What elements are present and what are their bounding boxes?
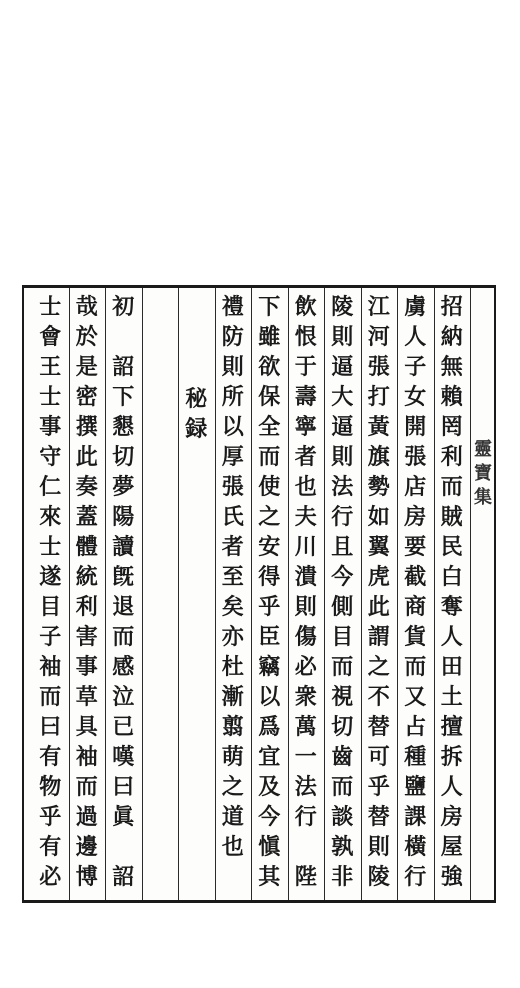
glyph: 不 (367, 684, 390, 710)
glyph: 於 (75, 324, 98, 350)
glyph: 安 (258, 534, 281, 560)
margin-label (473, 438, 493, 510)
glyph: 且 (331, 534, 354, 560)
glyph: 爲 (258, 714, 281, 740)
glyph: 河 (367, 324, 390, 350)
glyph: 而 (331, 654, 354, 680)
glyph: 保 (258, 384, 281, 410)
glyph: 體 (75, 534, 98, 560)
glyph: 子 (39, 624, 62, 650)
glyph: 衆 (294, 684, 317, 710)
glyph: 其 (258, 864, 281, 890)
glyph: 談 (331, 804, 354, 830)
glyph: 罔 (440, 414, 463, 440)
glyph: 退 (112, 594, 135, 620)
glyph: 詔 (112, 354, 135, 380)
glyph: 行 (331, 504, 354, 530)
glyph: 白 (440, 564, 463, 590)
glyph: 翦 (221, 714, 244, 740)
glyph: 全 (258, 414, 281, 440)
glyph: 法 (294, 774, 317, 800)
glyph: 可 (367, 744, 390, 770)
glyph: 橫 (404, 834, 427, 860)
glyph: 乎 (258, 594, 281, 620)
glyph: 則 (331, 324, 354, 350)
glyph: 江 (367, 294, 390, 320)
glyph: 貨 (404, 624, 427, 650)
glyph: 厚 (221, 444, 244, 470)
text-column (285, 294, 327, 894)
glyph: 子 (404, 354, 427, 380)
glyph: 今 (258, 804, 281, 830)
glyph: 也 (221, 834, 244, 860)
glyph: 禮 (221, 294, 244, 320)
glyph: 此 (367, 594, 390, 620)
glyph: 博 (75, 864, 98, 890)
text-column (66, 294, 108, 894)
glyph: 張 (221, 474, 244, 500)
glyph: 來 (39, 504, 62, 530)
glyph: 防 (221, 324, 244, 350)
glyph: 而 (404, 654, 427, 680)
glyph: 録 (185, 416, 208, 442)
glyph: 替 (367, 714, 390, 740)
glyph: 旣 (112, 564, 135, 590)
margin-glyph: 寶 (474, 463, 492, 484)
text-column (394, 294, 436, 894)
glyph: 人 (404, 324, 427, 350)
glyph: 萬 (294, 714, 317, 740)
glyph: 于 (294, 354, 317, 380)
glyph: 者 (221, 534, 244, 560)
glyph: 視 (331, 684, 354, 710)
glyph: 必 (294, 654, 317, 680)
glyph: 夢 (112, 474, 135, 500)
glyph: 目 (39, 594, 62, 620)
glyph: 眞 (112, 804, 135, 830)
glyph: 下 (258, 294, 281, 320)
glyph: 必 (39, 864, 62, 890)
glyph: 士 (39, 294, 62, 320)
glyph: 撰 (75, 414, 98, 440)
text-column (248, 294, 290, 894)
glyph: 賊 (440, 504, 463, 530)
glyph: 商 (404, 594, 427, 620)
glyph: 泣 (112, 684, 135, 710)
glyph: 女 (404, 384, 427, 410)
glyph: 利 (440, 444, 463, 470)
glyph: 張 (404, 444, 427, 470)
glyph: 目 (331, 624, 354, 650)
glyph: 下 (112, 384, 135, 410)
glyph: 側 (331, 594, 354, 620)
glyph: 此 (75, 444, 98, 470)
glyph: 物 (39, 774, 62, 800)
glyph: 截 (404, 564, 427, 590)
glyph: 奏 (75, 474, 98, 500)
glyph: 王 (39, 354, 62, 380)
glyph: 陽 (112, 504, 135, 530)
glyph: 事 (39, 414, 62, 440)
glyph: 要 (404, 534, 427, 560)
text-column (212, 294, 254, 864)
glyph: 陵 (367, 864, 390, 890)
glyph: 有 (39, 834, 62, 860)
column-rule (178, 288, 179, 900)
glyph: 乎 (39, 804, 62, 830)
glyph: 旗 (367, 444, 390, 470)
glyph: 川 (294, 534, 317, 560)
text-column (29, 294, 71, 894)
glyph: 勢 (367, 474, 390, 500)
glyph: 道 (221, 804, 244, 830)
glyph: 房 (404, 504, 427, 530)
glyph: 詔 (112, 864, 135, 890)
glyph: 陛 (294, 864, 317, 890)
text-column (102, 294, 144, 894)
glyph: 士 (39, 384, 62, 410)
margin-strip (470, 288, 494, 900)
glyph: 之 (367, 654, 390, 680)
glyph: 土 (440, 684, 463, 710)
glyph: 逼 (331, 414, 354, 440)
glyph: 飲 (294, 294, 317, 320)
glyph: 奪 (440, 594, 463, 620)
glyph: 懇 (112, 414, 135, 440)
glyph: 張 (367, 354, 390, 380)
glyph: 哉 (75, 294, 98, 320)
glyph: 翼 (367, 534, 390, 560)
glyph: 初 (112, 294, 135, 320)
glyph: 替 (367, 804, 390, 830)
glyph: 則 (221, 354, 244, 380)
glyph: 如 (367, 504, 390, 530)
glyph: 之 (221, 774, 244, 800)
glyph: 至 (221, 564, 244, 590)
glyph: 切 (331, 714, 354, 740)
glyph: 謂 (367, 624, 390, 650)
margin-glyph: 集 (474, 487, 492, 508)
glyph: 事 (75, 654, 98, 680)
glyph: 課 (404, 804, 427, 830)
glyph: 民 (440, 534, 463, 560)
glyph: 利 (75, 594, 98, 620)
glyph: 蓋 (75, 504, 98, 530)
glyph: 孰 (331, 834, 354, 860)
glyph: 田 (440, 654, 463, 680)
glyph: 士 (39, 534, 62, 560)
margin-glyph: 靈 (474, 439, 492, 460)
glyph: 一 (294, 744, 317, 770)
glyph: 虜 (404, 294, 427, 320)
glyph: 齒 (331, 744, 354, 770)
glyph: 占 (404, 714, 427, 740)
glyph: 行 (404, 864, 427, 890)
glyph: 今 (331, 564, 354, 590)
glyph: 過 (75, 804, 98, 830)
glyph: 虎 (367, 564, 390, 590)
glyph: 傷 (294, 624, 317, 650)
glyph: 曰 (39, 714, 62, 740)
glyph: 又 (404, 684, 427, 710)
glyph: 以 (258, 684, 281, 710)
text-column (321, 294, 363, 894)
glyph: 則 (367, 834, 390, 860)
glyph: 打 (367, 384, 390, 410)
glyph: 愼 (258, 834, 281, 860)
glyph: 讀 (112, 534, 135, 560)
glyph: 強 (440, 864, 463, 890)
text-column (431, 294, 473, 894)
glyph: 而 (39, 684, 62, 710)
glyph: 氏 (221, 504, 244, 530)
text-frame (22, 285, 496, 903)
glyph: 乎 (367, 774, 390, 800)
glyph: 壽 (294, 384, 317, 410)
glyph: 秘 (185, 386, 208, 412)
glyph: 則 (294, 594, 317, 620)
glyph: 而 (331, 774, 354, 800)
glyph: 大 (331, 384, 354, 410)
glyph: 感 (112, 654, 135, 680)
glyph: 賴 (440, 384, 463, 410)
glyph: 店 (404, 474, 427, 500)
glyph: 統 (75, 564, 98, 590)
glyph: 而 (112, 624, 135, 650)
glyph: 人 (440, 624, 463, 650)
glyph: 逼 (331, 354, 354, 380)
glyph: 具 (75, 714, 98, 740)
text-column (175, 386, 217, 446)
glyph: 種 (404, 744, 427, 770)
glyph: 守 (39, 444, 62, 470)
glyph: 所 (221, 384, 244, 410)
glyph: 袖 (75, 744, 98, 770)
glyph: 招 (440, 294, 463, 320)
glyph: 欲 (258, 354, 281, 380)
glyph: 者 (294, 444, 317, 470)
glyph: 矣 (221, 594, 244, 620)
glyph: 臣 (258, 624, 281, 650)
glyph: 人 (440, 774, 463, 800)
glyph: 則 (331, 444, 354, 470)
glyph: 屋 (440, 834, 463, 860)
glyph: 害 (75, 624, 98, 650)
glyph: 納 (440, 324, 463, 350)
glyph: 亦 (221, 624, 244, 650)
glyph: 而 (258, 444, 281, 470)
glyph: 萌 (221, 744, 244, 770)
glyph: 以 (221, 414, 244, 440)
glyph: 雖 (258, 324, 281, 350)
glyph: 非 (331, 864, 354, 890)
glyph: 嘆 (112, 744, 135, 770)
glyph: 邊 (75, 834, 98, 860)
glyph: 及 (258, 774, 281, 800)
glyph: 曰 (112, 774, 135, 800)
glyph: 也 (294, 474, 317, 500)
glyph: 恨 (294, 324, 317, 350)
glyph: 使 (258, 474, 281, 500)
glyph: 法 (331, 474, 354, 500)
glyph: 開 (404, 414, 427, 440)
glyph: 鹽 (404, 774, 427, 800)
text-column (358, 294, 400, 894)
glyph: 已 (112, 714, 135, 740)
glyph: 是 (75, 354, 98, 380)
glyph: 擅 (440, 714, 463, 740)
glyph: 密 (75, 384, 98, 410)
glyph: 竊 (258, 654, 281, 680)
glyph: 漸 (221, 684, 244, 710)
glyph: 黃 (367, 414, 390, 440)
glyph: 陵 (331, 294, 354, 320)
glyph: 仁 (39, 474, 62, 500)
glyph: 杜 (221, 654, 244, 680)
glyph: 而 (75, 774, 98, 800)
glyph: 有 (39, 744, 62, 770)
glyph: 之 (258, 504, 281, 530)
glyph: 夫 (294, 504, 317, 530)
glyph: 草 (75, 684, 98, 710)
glyph: 寧 (294, 414, 317, 440)
glyph: 而 (440, 474, 463, 500)
glyph: 會 (39, 324, 62, 350)
glyph: 宜 (258, 744, 281, 770)
glyph: 潰 (294, 564, 317, 590)
glyph: 拆 (440, 744, 463, 770)
glyph: 袖 (39, 654, 62, 680)
glyph: 無 (440, 354, 463, 380)
glyph: 房 (440, 804, 463, 830)
column-rule (215, 288, 216, 900)
glyph: 行 (294, 804, 317, 830)
glyph: 遂 (39, 564, 62, 590)
glyph: 得 (258, 564, 281, 590)
glyph: 切 (112, 444, 135, 470)
